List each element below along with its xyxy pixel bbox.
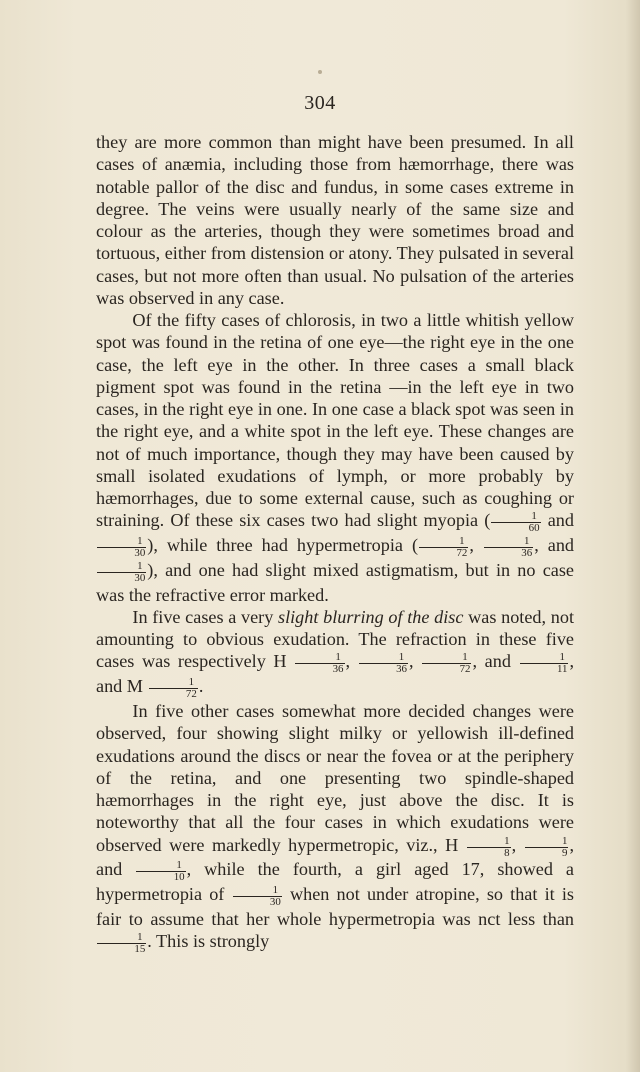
text-run: In five other cases somewhat more decided changes were observed, four showing slight milky or yellowish ill-defined exudations around the discs or near the fovea or at the periphery of the retina, and one presenting two spindle-shaped hæmorrhages in the right eye, just above the disc. It is noteworthy that all the four cases in which exudations were observed were markedly hypermetropic, viz., H: [96, 701, 574, 855]
fraction: [484, 536, 533, 559]
fraction-denominator: 15: [134, 943, 146, 956]
text-run: ), while three had hypermetropia (: [147, 535, 419, 556]
fraction: [295, 652, 344, 675]
fraction: [422, 652, 471, 675]
fraction-denominator: 72: [456, 546, 468, 559]
fraction-denominator: 9: [562, 846, 568, 859]
fraction-denominator: 60: [528, 522, 540, 535]
fraction-numerator: 1: [520, 652, 569, 664]
fraction-numerator: 1: [97, 536, 146, 548]
fraction-denominator: 72: [185, 688, 197, 701]
fraction: [97, 561, 146, 584]
text-run: ), and one had slight mixed astigmatism, but in no case was the refractive error marked.: [96, 559, 574, 605]
fraction-numerator: 1: [467, 836, 511, 848]
fraction-denominator: 30: [269, 896, 281, 909]
fraction-numerator: 1: [136, 860, 185, 872]
page-number: 304: [304, 92, 336, 114]
fraction-denominator: 30: [134, 571, 146, 584]
fraction: [520, 652, 569, 675]
text-run: when not under atropine, so that it is fair to assume that her whole hypermetropia was nct less than: [96, 884, 574, 930]
text-run: ,: [469, 535, 483, 556]
page-mark: [318, 70, 322, 74]
fraction-numerator: 1: [97, 932, 146, 944]
fraction-numerator: 1: [233, 885, 282, 897]
body-text: [96, 131, 574, 955]
paragraph: [96, 131, 574, 309]
paragraph: [96, 606, 574, 700]
fraction-denominator: 10: [173, 871, 185, 884]
fraction: [359, 652, 408, 675]
fraction-numerator: 1: [359, 652, 408, 664]
fraction: [525, 836, 569, 859]
fraction-numerator: 1: [491, 511, 540, 523]
text-run: . This is strongly: [147, 931, 270, 952]
paragraph: [96, 309, 574, 606]
fraction-denominator: 8: [504, 846, 510, 859]
text-run: ,: [511, 834, 524, 855]
fraction-denominator: 36: [332, 663, 344, 676]
fraction-numerator: 1: [149, 677, 198, 689]
text-run: ,: [345, 651, 358, 672]
fraction-numerator: 1: [525, 836, 569, 848]
fraction: [467, 836, 511, 859]
fraction-numerator: 1: [419, 536, 468, 548]
fraction-denominator: 30: [134, 546, 146, 559]
text-run: , and M: [96, 651, 574, 697]
page-edge-shadow: [626, 0, 640, 1072]
text-run: and: [541, 510, 574, 531]
text-run: , and: [472, 651, 519, 672]
italic-run: slight blurring of the disc: [278, 606, 464, 627]
text-run: .: [198, 676, 204, 697]
fraction-numerator: 1: [97, 561, 146, 573]
fraction: [233, 885, 282, 908]
fraction: [97, 932, 146, 955]
text-run: ,: [408, 651, 422, 672]
fraction: [149, 677, 198, 700]
fraction: [136, 860, 185, 883]
fraction-denominator: 72: [459, 663, 471, 676]
text-run: In five cases a very: [132, 606, 278, 627]
text-run: , and: [534, 535, 575, 556]
fraction-denominator: 36: [396, 663, 407, 676]
paragraph: [96, 700, 574, 955]
fraction-numerator: 1: [484, 536, 533, 548]
text-run: , while the fourth, a girl aged 17, showed a hypermetropia of: [96, 859, 575, 905]
fraction-denominator: 36: [521, 546, 533, 559]
fraction-numerator: 1: [422, 652, 471, 664]
text-run: they are more common than might have been presumed. In all cases of anæmia, including those from hæmorrhage, there was notable pallor of the disc and fundus, in some cases extreme in degree. The veins were usually nearly of the same size and colour as the arteries, though they were sometimes broad and tortuous, either from distension or atony. They pulsated in several cases, but not more often than usual. No pulsation of the arteries was observed in any case.: [96, 132, 574, 308]
text-run: , and: [96, 834, 574, 880]
text-run: was noted, not amounting to obvious exudation. The refraction in these five cases was respectively H: [96, 606, 574, 672]
fraction: [97, 536, 146, 559]
text-run: Of the fifty cases of chlorosis, in two a little whitish yellow spot was found in the retina of one eye—the right eye in the one case, the left eye in the other. In three cases a small black pigment spot was found in the retina —in the left eye in two cases, in the right eye in one. In one case a black spot was seen in the right eye, and a white spot in the left eye. These changes are not of much importance, though they may have been caused by small isolated exudations of lymph, or more probably by hæmorrhages, due to some external cause, such as coughing or straining. Of these six cases two had slight myopia (: [96, 310, 574, 531]
fraction: [419, 536, 468, 559]
fraction-numerator: 1: [295, 652, 344, 664]
fraction-denominator: 11: [556, 663, 568, 676]
fraction: [491, 511, 540, 534]
